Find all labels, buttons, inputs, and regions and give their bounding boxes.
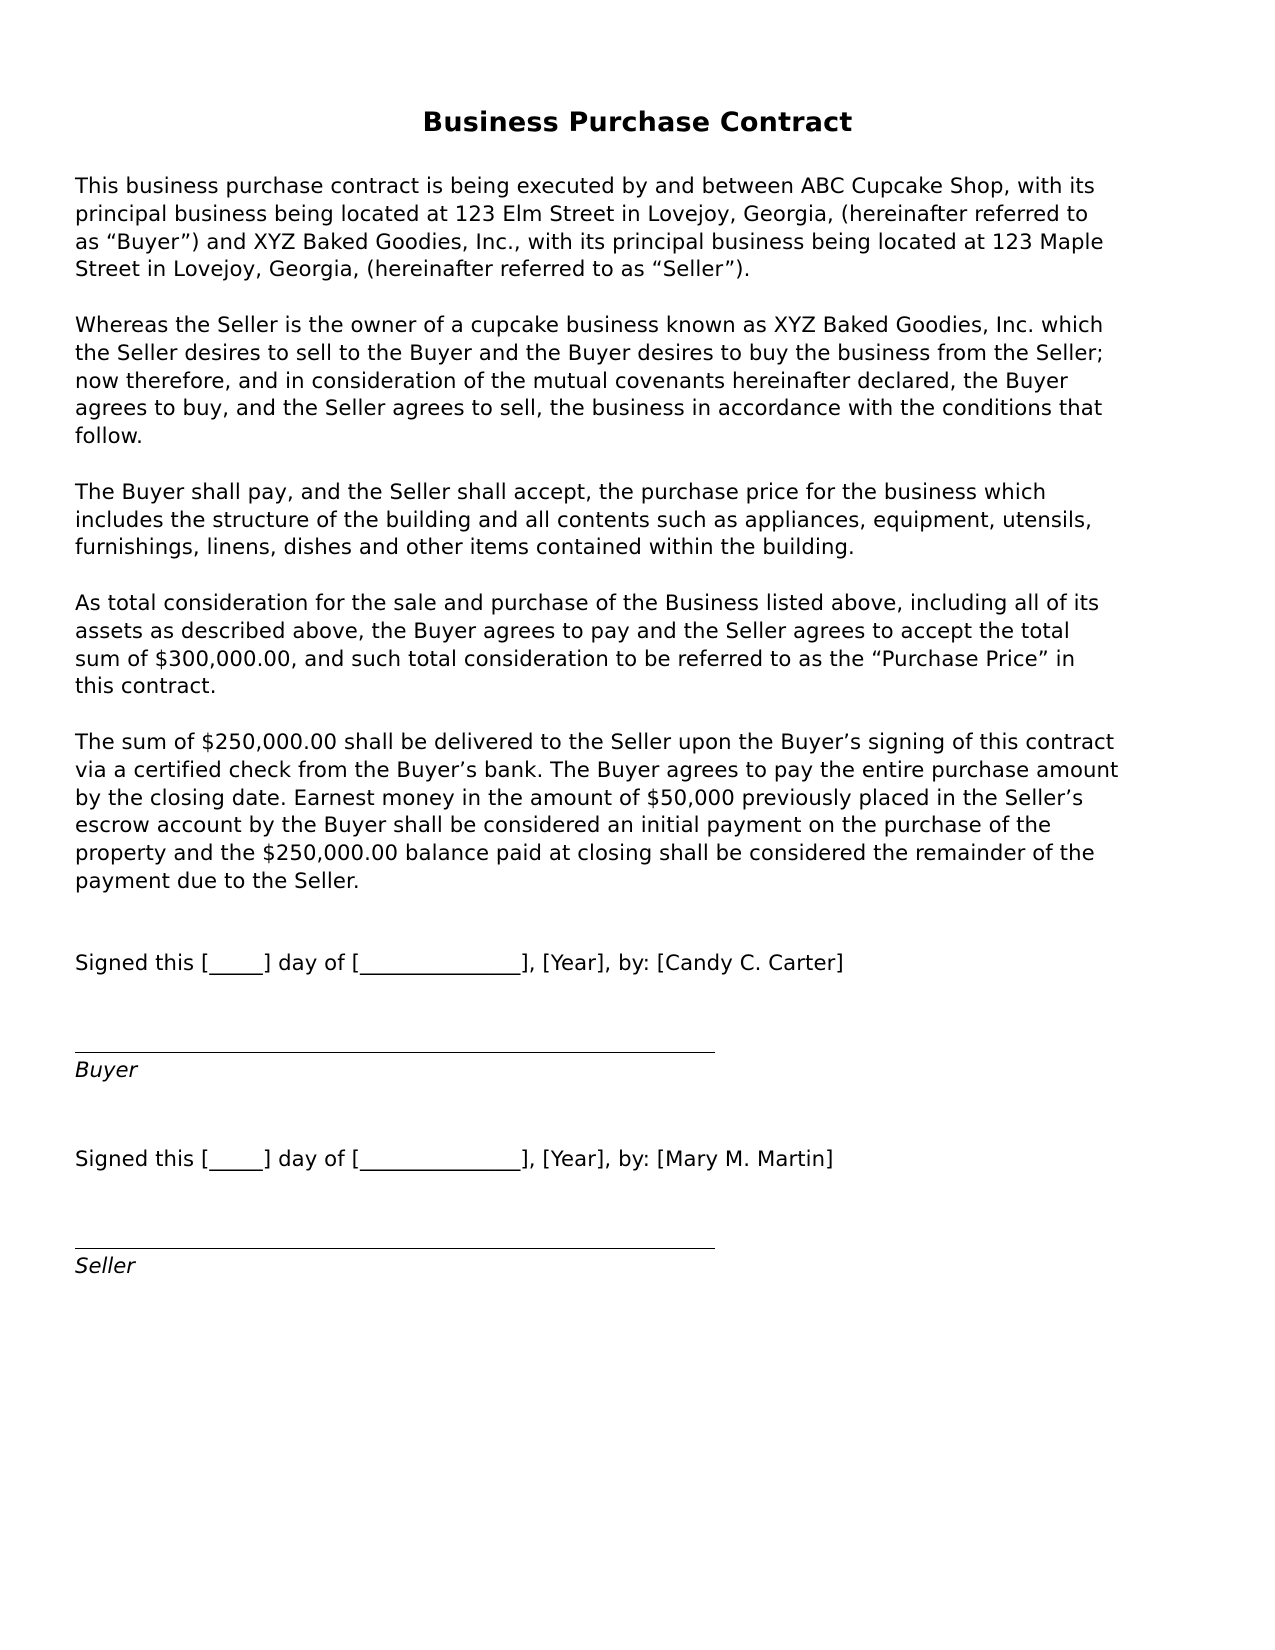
text-line: Whereas the Seller is the owner of a cupcake business known as XYZ Baked Goodies, Inc. which: [75, 311, 1104, 337]
text-line: principal business being located at 123 Elm Street in Lovejoy, Georgia, (hereinafter referred to: [75, 200, 1089, 226]
text-line: as “Buyer”) and XYZ Baked Goodies, Inc., with its principal business being located at 123 Maple: [75, 228, 1104, 254]
text-line: The sum of $250,000.00 shall be delivered to the Seller upon the Buyer’s signing of this contract: [75, 728, 1115, 754]
text-line: property and the $250,000.00 balance paid at closing shall be considered the remainder of the: [75, 840, 1095, 866]
text-line: the Seller desires to sell to the Buyer and the Buyer desires to buy the business from the Seller;: [75, 339, 1104, 365]
paragraph-parties: [75, 172, 1215, 283]
paragraph-purchase-scope: [75, 478, 1215, 561]
buyer-label: Buyer: [75, 1057, 138, 1082]
buyer-signed-line: Signed this [_____] day of [_______________], [Year], by: [Candy C. Carter]: [75, 950, 844, 975]
text-line: furnishings, linens, dishes and other items contained within the building.: [75, 534, 855, 560]
paragraph-purchase-price: [75, 589, 1215, 700]
seller-signed-line: Signed this [_____] day of [_______________], [Year], by: [Mary M. Martin]: [75, 1146, 834, 1171]
text-line: now therefore, and in consideration of the mutual covenants hereinafter declared, the Buyer: [75, 367, 1068, 393]
paragraph-whereas: [75, 311, 1215, 450]
text-line: The Buyer shall pay, and the Seller shall accept, the purchase price for the business which: [75, 478, 1047, 504]
paragraph-payment-terms: [75, 728, 1215, 895]
text-line: As total consideration for the sale and purchase of the Business listed above, including all of its: [75, 589, 1100, 615]
text-line: This business purchase contract is being executed by and between ABC Cupcake Shop, with its: [75, 173, 1095, 198]
document-body: [75, 172, 1215, 923]
document-title: Business Purchase Contract: [422, 107, 853, 138]
seller-label: Seller: [75, 1253, 136, 1278]
buyer-signature-field[interactable]: [75, 1052, 715, 1053]
text-line: agrees to buy, and the Seller agrees to sell, the business in accordance with the conditions that: [75, 395, 1103, 421]
text-line: follow.: [75, 423, 143, 449]
text-line: via a certified check from the Buyer’s bank. The Buyer agrees to pay the entire purchase amount: [75, 756, 1119, 782]
text-line: assets as described above, the Buyer agrees to pay and the Seller agrees to accept the total: [75, 617, 1070, 643]
text-line: by the closing date. Earnest money in the amount of $50,000 previously placed in the Seller’s: [75, 784, 1084, 810]
text-line: payment due to the Seller.: [75, 867, 360, 893]
text-line: this contract.: [75, 673, 217, 699]
text-line: includes the structure of the building and all contents such as appliances, equipment, utensils,: [75, 506, 1092, 532]
text-line: sum of $300,000.00, and such total consideration to be referred to as the “Purchase Price” in: [75, 645, 1076, 671]
text-line: escrow account by the Buyer shall be considered an initial payment on the purchase of the: [75, 812, 1052, 838]
seller-signature-field[interactable]: [75, 1248, 715, 1249]
text-line: Street in Lovejoy, Georgia, (hereinafter referred to as “Seller”).: [75, 256, 751, 282]
